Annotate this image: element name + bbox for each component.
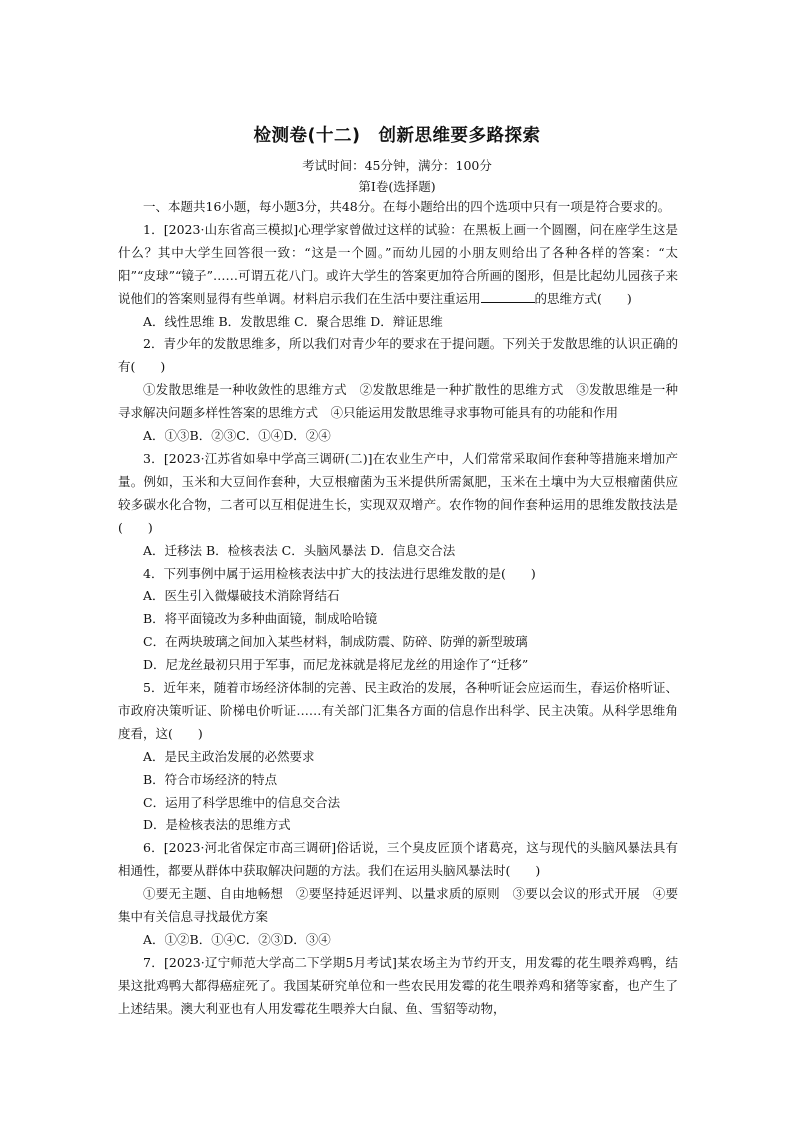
question-4-option-b: B．将平面镜改为多种曲面镜，制成哈哈镜: [143, 611, 378, 627]
question-5-option-c: C．运用了科学思维中的信息交合法: [143, 794, 341, 810]
question-6-items: ①要无主题、自由地畅想 ②要坚持延迟评判、以量求质的原则 ③要以会议的形式开展 ④要集中有关信息寻找最优方案: [118, 886, 678, 925]
question-7-stem: 7．[2023·辽宁师范大学高二下学期5月考试]某农场主为节约开支，用发霉的花生喂养鸡鸭，结果这批鸡鸭大都得癌症死了。我国某研究单位和一些农民用发霉的花生喂养鸡和猪等家畜，也产生了上述结果。澳大利亚也有人用发霉花生喂养大白鼠、鱼、雪貂等动物，: [118, 954, 678, 1016]
question-4-option-c: C．在两块玻璃之间加入某些材料，制成防震、防碎、防弹的新型玻璃: [143, 634, 528, 650]
question-2-options: A．①③B．②③C．①④D．②④: [143, 428, 331, 444]
question-1-stem: 1．[2023·山东省高三模拟]心理学家曾做过这样的试验：在黑板上画一个圆圈，问在座学生这是什么？其中大学生回答很一致：“这是一个圆。”而幼儿园的小朋友则给出了各种各样的答案：“太阳”“皮球”“镜子”……可谓五花八门。或许大学生的答案更加符合所画的图形，但是比起幼儿园孩子来说他们的答案则显得有些单调。材料启示我们在生活中要注重运用: [118, 221, 678, 306]
question-2-stem: 2．青少年的发散思维多，所以我们对青少年的要求在于提问题。下列关于发散思维的认识正确的有( ): [118, 336, 678, 375]
question-2-items: ①发散思维是一种收敛性的思维方式 ②发散思维是一种扩散性的思维方式 ③发散思维是一种寻求解决问题多样性答案的思维方式 ④只能运用发散思维寻求事物可能具有的功能和作用: [118, 382, 678, 421]
question-5-stem: 5．近年来，随着市场经济体制的完善、民主政治的发展，各种听证会应运而生，春运价格听证、市政府决策听证、阶梯电价听证……有关部门汇集各方面的信息作出科学、民主决策。从科学思维角度看，这( ): [118, 680, 678, 741]
question-3-stem: 3．[2023·江苏省如皋中学高三调研(二)]在农业生产中，人们常常采取间作套种等措施来增加产量。例如，玉米和大豆间作套种，大豆根瘤菌为玉米提供所需氮肥，玉米在土壤中为大豆根瘤菌供应较多碳水化合物，二者可以互相促进生长，实现双双增产。农作物的间作套种运用的思维发散技法是( ): [118, 450, 678, 535]
question-5-option-a: A．是民主政治发展的必然要求: [143, 748, 315, 764]
title-sub: 创新思维要多路探索: [378, 126, 541, 146]
question-6-options: A．①②B．①④C．②③D．③④: [143, 932, 331, 947]
question-3-options: A．迁移法 B．检核表法 C．头脑风暴法 D．信息交合法: [143, 542, 456, 558]
title-main: 检测卷(十二): [253, 126, 361, 146]
section-heading: 第Ⅰ卷(选择题): [358, 179, 436, 194]
question-1-stem-end: 的思维方式( ): [534, 290, 632, 306]
question-4-option-a: A．医生引入微爆破技术消除肾结石: [143, 588, 340, 604]
exam-info: 考试时间：45分钟，满分：100分: [302, 158, 492, 173]
question-6-stem: 6．[2023·河北省保定市高三调研]俗话说，三个臭皮匠顶个诸葛亮，这与现代的头脑风暴法具有相通性，都要从群体中获取解决问题的方法。我们在运用头脑风暴法时( ): [118, 840, 678, 879]
page-title: [0, 122, 794, 147]
question-1: [118, 219, 678, 311]
question-5-option-b: B．符合市场经济的特点: [143, 771, 278, 787]
question-4-option-d: D．尼龙丝最初只用于军事，而尼龙袜就是将尼龙丝的用途作了“迁移”: [143, 657, 529, 673]
instructions: 一、本题共16小题，每小题3分，共48分。在每小题给出的四个选项中只有一项是符合要求的。: [143, 199, 671, 214]
question-5-option-d: D．是检核表法的思维方式: [143, 817, 291, 833]
question-4-stem: 4．下列事例中属于运用检核表法中扩大的技法进行思维发散的是( ): [143, 565, 536, 581]
question-body: [118, 196, 678, 1021]
answer-blank: [481, 290, 535, 303]
question-1-options: A．线性思维 B．发散思维 C．聚合思维 D．辩证思维: [143, 313, 443, 329]
